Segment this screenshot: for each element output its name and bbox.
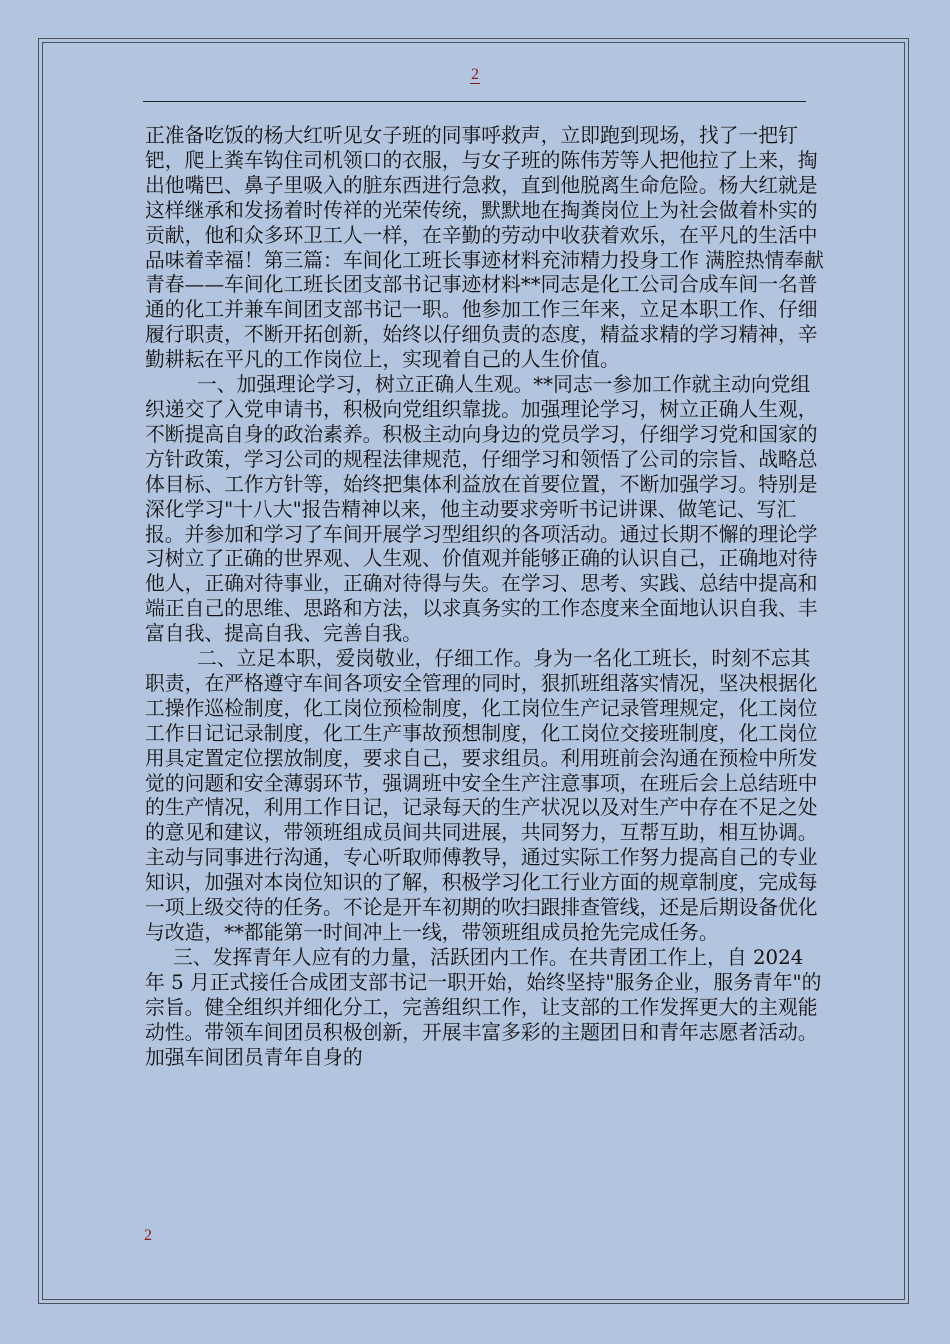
body-paragraph-intro: 正准备吃饭的杨大红听见女子班的同事呼救声，立即跑到现场，找了一把钉钯，爬上粪车钩住司机领口的衣服，与女子班的陈伟芳等人把他拉了上来，掏出他嘴巴、鼻子里吸入的脏东西进行急救，直到他脱离生命危险。杨大红就是这样继承和发扬着时传祥的光荣传统，默默地在掏粪岗位上为社会做着朴实的贡献，他和众多环卫工人一样，在辛勤的劳动中收获着欢乐，在平凡的生活中品味着幸福！第三篇：车间化工班长事迹材料充沛精力投身工作 满腔热情奉献青春——车间化工班长团支部书记事迹材料**同志是化工公司合成车间一名普通的化工并兼车间团支部书记一职。他参加工作三年来，立足本职工作、仔细履行职责，不断开拓创新，始终以仔细负责的态度，精益求精的学习精神，辛勤耕耘在平凡的工作岗位上，实现着自己的人生价值。	[145, 124, 824, 372]
body-paragraph-section-1: 一、加强理论学习，树立正确人生观。**同志一参加工作就主动向党组织递交了入党申请书，积极向党组织靠拢。加强理论学习，树立正确人生观，不断提高自身的政治素养。积极主动向身边的党员学习，仔细学习党和国家的方针政策，学习公司的规程法律规范，仔细学习和领悟了公司的宗旨、战略总体目标、工作方针等，始终把集体利益放在首要位置，不断加强学习。特别是深化学习"十八大"报告精神以来，他主动要求旁听书记讲课、做笔记、写汇报。并参加和学习了车间开展学习型组织的各项活动。通过长期不懈的理论学习树立了正确的世界观、人生观、价值观并能够正确的认识自己，正确地对待他人，正确对待事业，正确对待得与失。在学习、思考、实践、总结中提高和端正自己的思维、思路和方法，以求真务实的工作态度来全面地认识自我、丰富自我、提高自我、完善自我。	[145, 373, 818, 646]
header-rule	[143, 101, 806, 102]
document-body	[145, 124, 825, 1070]
footer-page-number: 2	[144, 1227, 152, 1244]
body-paragraph-section-3: 三、发挥青年人应有的力量，活跃团内工作。在共青团工作上，自 2024 年 5 月正式接任合成团支部书记一职开始，始终坚持"服务企业，服务青年"的宗旨。健全组织并细化分工，完善组织工作，让支部的工作发挥更大的主观能动性。带领车间团员积极创新，开展丰富多彩的主题团日和青年志愿者活动。加强车间团员青年自身的	[145, 945, 822, 1069]
header-page-number	[0, 66, 950, 84]
body-paragraph-section-2: 二、立足本职，爱岗敬业，仔细工作。身为一名化工班长，时刻不忘其职责，在严格遵守车间各项安全管理的同时，狠抓班组落实情况，坚决根据化工操作巡检制度，化工岗位预检制度，化工岗位生产记录管理规定，化工岗位工作日记记录制度，化工生产事故预想制度，化工岗位交接班制度，化工岗位用具定置定位摆放制度，要求自己，要求组员。利用班前会沟通在预检中所发觉的问题和安全薄弱环节，强调班中安全生产注意事项，在班后会上总结班中的生产情况，利用工作日记，记录每天的生产状况以及对生产中存在不足之处的意见和建议，带领班组成员间共同进展，共同努力，互帮互助，相互协调。主动与同事进行沟通，专心听取师傅教导，通过实际工作努力提高自己的专业知识，加强对本岗位知识的了解，积极学习化工行业方面的规章制度，完成每一项上级交待的任务。不论是开车初期的吹扫跟排查管线，还是后期设备优化与改造，**都能第一时间冲上一线，带领班组成员抢先完成任务。	[145, 647, 818, 944]
header-page-number-text: 2	[471, 66, 479, 83]
